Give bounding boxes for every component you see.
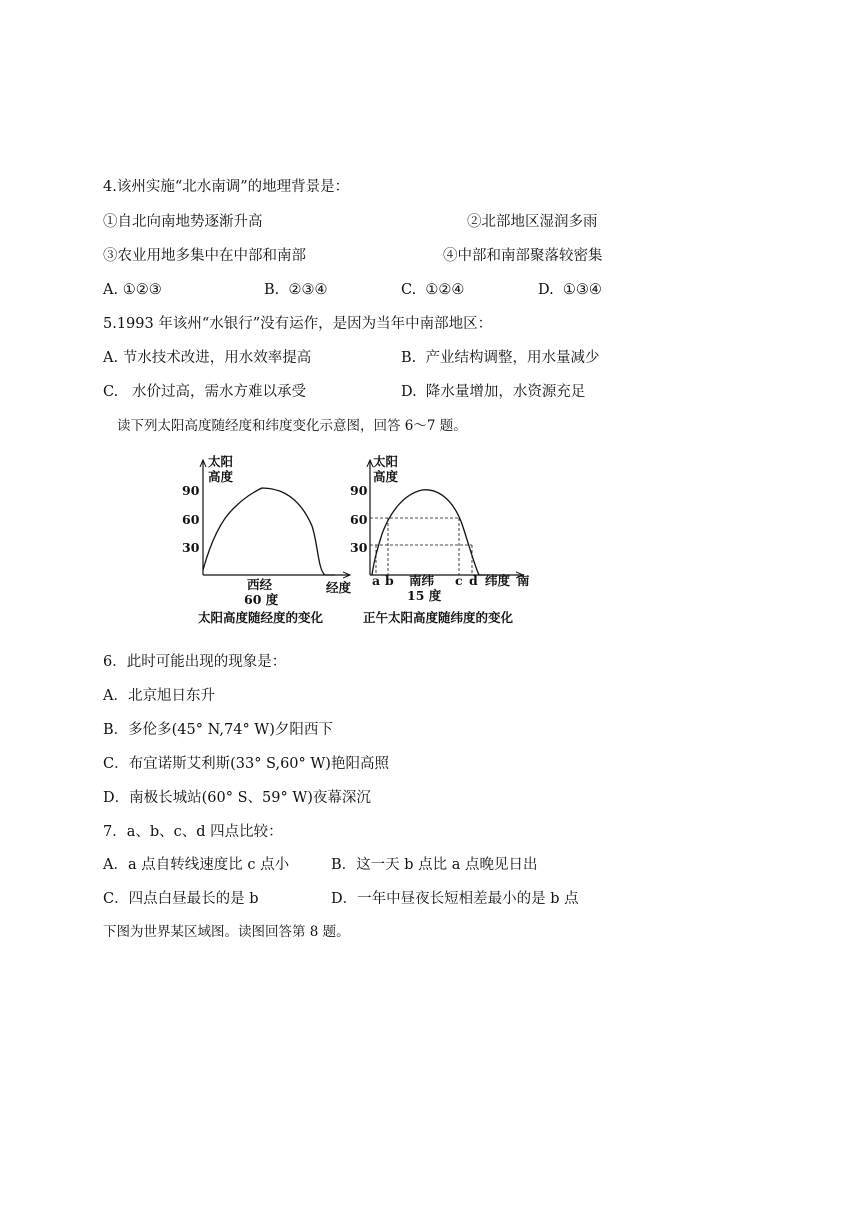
q7-stem: 7．a、b、c、d 四点比较： bbox=[103, 824, 283, 840]
q4-option-c: C. ①②④ bbox=[401, 282, 465, 298]
left-caption: 太阳高度随经度的变化 bbox=[198, 610, 324, 625]
right-xlabel: 纬度 bbox=[485, 573, 511, 588]
sun-altitude-figure bbox=[182, 452, 550, 636]
right-ylabel-2: 高度 bbox=[373, 469, 399, 484]
q5-option-b: B. 产业结构调整，用水量减少 bbox=[401, 350, 600, 366]
q7-option-c: C．四点白昼最长的是 b bbox=[103, 891, 259, 907]
right-xtick-line2: 15 度 bbox=[407, 588, 442, 603]
right-point-a: a bbox=[372, 573, 381, 588]
right-ytick-60: 60 bbox=[350, 512, 368, 527]
q6-option-c: C．布宜诺斯艾利斯(33° S,60° W)艳阳高照 bbox=[103, 756, 389, 772]
q6-option-d: D．南极长城站(60° S、59° W)夜幕深沉 bbox=[103, 790, 371, 806]
q4-option-d: D. ①③④ bbox=[538, 282, 602, 298]
right-panel bbox=[350, 454, 530, 625]
q7-option-d: D．一年中昼夜长短相差最小的是 b 点 bbox=[331, 891, 579, 907]
right-ytick-30: 30 bbox=[350, 540, 368, 555]
q4-stem: 4.该州实施“北水南调”的地理背景是： bbox=[103, 179, 350, 195]
right-point-d: d bbox=[469, 573, 478, 588]
right-ytick-90: 90 bbox=[350, 483, 368, 498]
left-xtick-line2: 60 度 bbox=[244, 592, 279, 607]
right-point-b: b bbox=[385, 573, 394, 588]
left-ytick-30: 30 bbox=[182, 540, 200, 555]
right-xdir: 南 bbox=[517, 573, 530, 588]
intro-q8: 下图为世界某区域图。读图回答第 8 题。 bbox=[103, 924, 350, 940]
left-panel bbox=[182, 454, 352, 625]
left-ylabel-1: 太阳 bbox=[208, 454, 234, 469]
left-altitude-curve bbox=[203, 488, 335, 575]
q5-option-a: A. 节水技术改进，用水效率提高 bbox=[103, 350, 312, 366]
q4-statement-4: ④中部和南部聚落较密集 bbox=[443, 248, 603, 264]
q6-option-b: B．多伦多(45° N,74° W)夕阳西下 bbox=[103, 722, 333, 738]
q7-option-b: B．这一天 b 点比 a 点晚见日出 bbox=[331, 857, 538, 873]
q4-option-a: A. ①②③ bbox=[103, 282, 162, 298]
right-point-c: c bbox=[455, 573, 463, 588]
left-ytick-60: 60 bbox=[182, 512, 200, 527]
left-ylabel-2: 高度 bbox=[208, 469, 234, 484]
right-xtick-line1: 南纬 bbox=[409, 573, 435, 588]
q5-option-d: D. 降水量增加，水资源充足 bbox=[401, 384, 586, 400]
intro-q6-7: 读下列太阳高度随经度和纬度变化示意图，回答 6～7 题。 bbox=[117, 418, 467, 434]
left-xtick-line1: 西经 bbox=[247, 577, 273, 592]
left-ytick-90: 90 bbox=[182, 483, 200, 498]
right-altitude-curve bbox=[372, 490, 486, 575]
q4-statement-2: ②北部地区湿润多雨 bbox=[467, 214, 598, 230]
q4-statement-1: ①自北向南地势逐渐升高 bbox=[103, 214, 263, 230]
q4-option-b: B. ②③④ bbox=[264, 282, 328, 298]
q6-option-a: A．北京旭日东升 bbox=[103, 688, 215, 704]
q4-statement-3: ③农业用地多集中在中部和南部 bbox=[103, 248, 306, 264]
sun-altitude-diagram bbox=[182, 452, 550, 632]
right-ylabel-1: 太阳 bbox=[373, 454, 399, 469]
q5-stem: 5.1993 年该州“水银行”没有运作，是因为当年中南部地区： bbox=[103, 316, 493, 332]
q6-stem: 6．此时可能出现的现象是： bbox=[103, 654, 287, 670]
q7-option-a: A．a 点自转线速度比 c 点小 bbox=[103, 857, 290, 873]
right-caption: 正午太阳高度随纬度的变化 bbox=[363, 610, 514, 625]
left-xlabel: 经度 bbox=[326, 580, 352, 595]
q5-option-c: C. 水价过高，需水方难以承受 bbox=[103, 384, 307, 400]
